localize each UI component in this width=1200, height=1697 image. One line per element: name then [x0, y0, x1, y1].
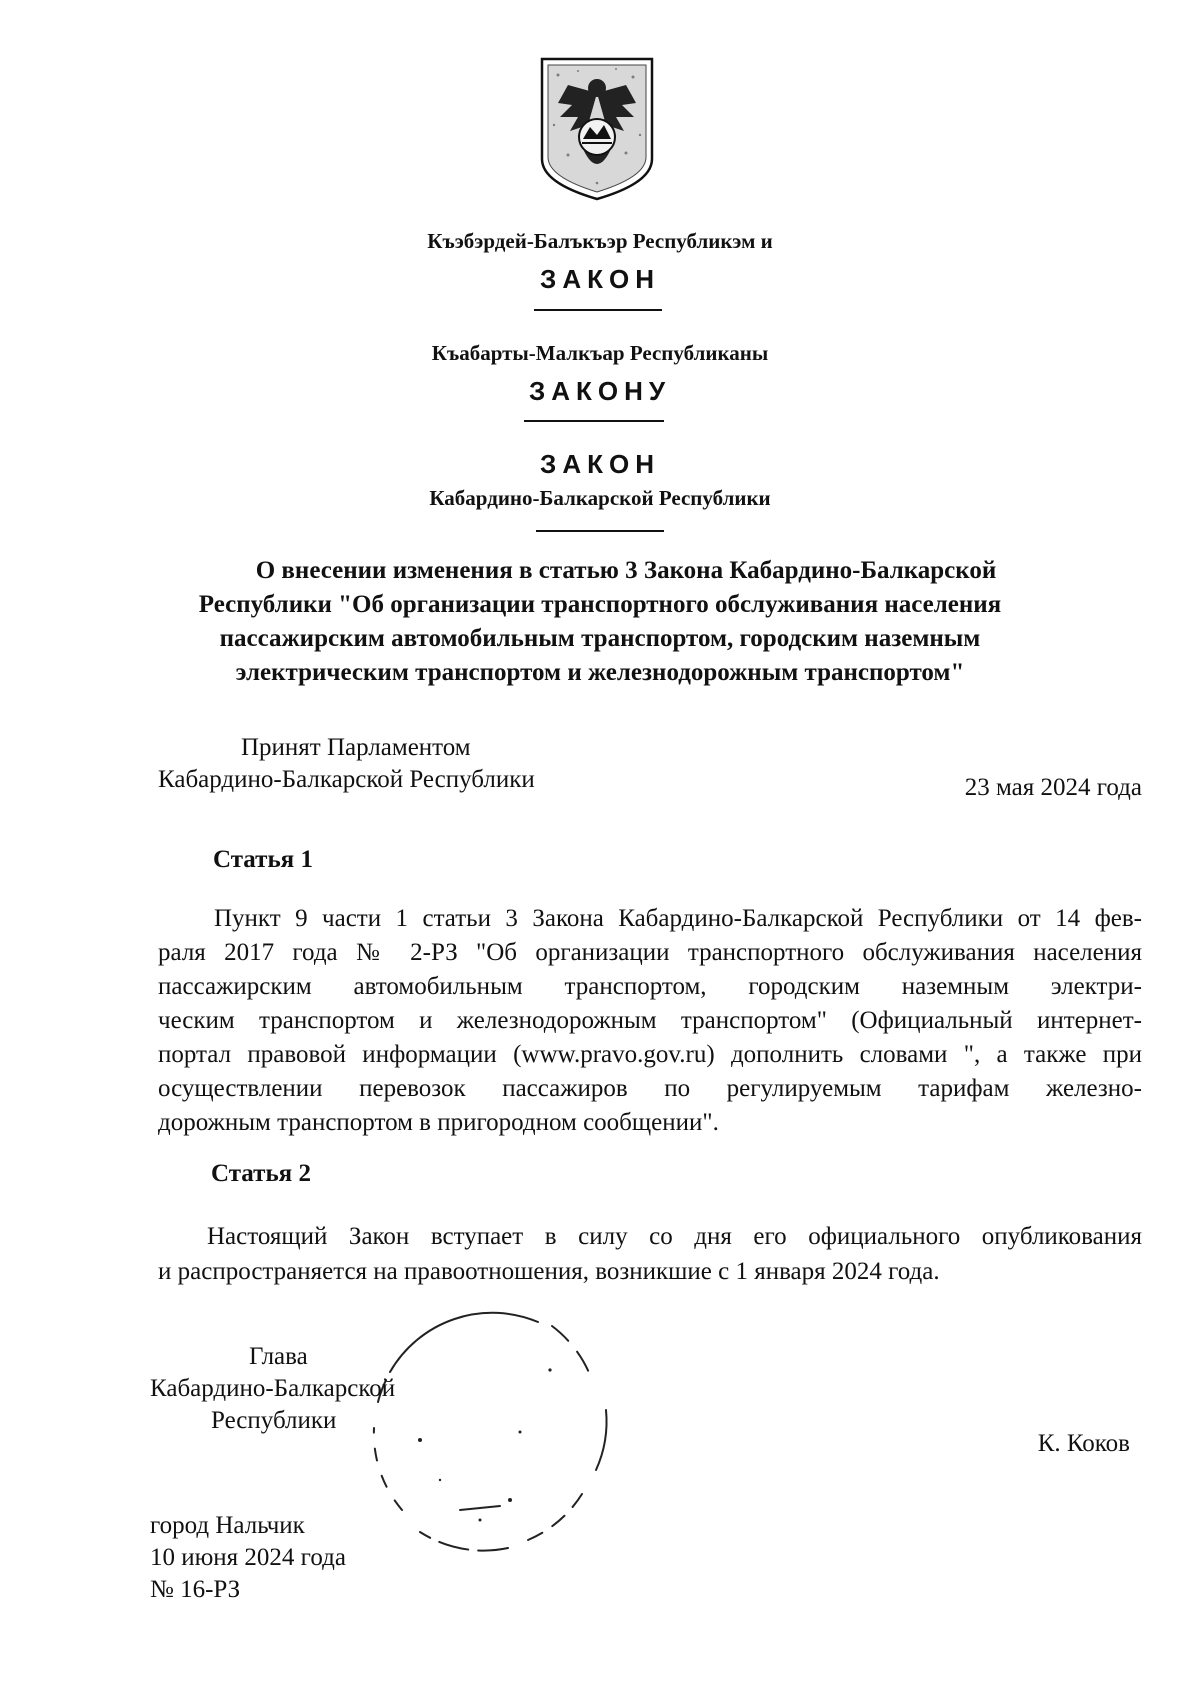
article-1-line: раля 2017 года № 2-РЗ "Об организации транспортного обслуживания населения	[158, 939, 1142, 966]
law-title-line: электрическим транспортом и железнодорожным транспортом"	[235, 659, 965, 686]
stamp-icon	[360, 1310, 630, 1570]
header-kabardian-republic: Къэбэрдей-Балъкъэр Республикэм и	[427, 229, 773, 253]
header-russian-republic: Кабардино-Балкарской Республики	[429, 486, 771, 510]
signature-title-line-1: Глава	[249, 1343, 308, 1370]
adoption-line-2: Кабардино-Балкарской Республики	[158, 766, 535, 793]
article-1-text	[158, 902, 1142, 1140]
footer-city: город Нальчик	[150, 1512, 305, 1539]
header-divider-1	[534, 309, 662, 311]
coat-of-arms-icon	[538, 55, 656, 203]
law-title-line: пассажирским автомобильным транспортом, городским наземным	[219, 625, 981, 652]
header-balkar-law: ЗАКОНУ	[528, 376, 672, 406]
adoption-line-1: Принят Парламентом	[241, 734, 471, 761]
header-russian-law: ЗАКОН	[540, 449, 660, 479]
article-2-text	[158, 1219, 1142, 1289]
article-2-line: и распространяется на правоотношения, возникшие с 1 января 2024 года.	[158, 1258, 940, 1285]
header-kabardian-law: ЗАКОН	[540, 264, 660, 294]
law-title-line: Республики "Об организации транспортного обслуживания населения	[198, 591, 1002, 618]
header-balkar-republic: Къабарты-Малкъар Республиканы	[431, 341, 769, 365]
header-divider-2	[524, 420, 664, 422]
footer-number: № 16-РЗ	[150, 1576, 241, 1603]
signatory-name: К. Коков	[1037, 1430, 1130, 1457]
law-title	[160, 554, 1040, 690]
footer-date: 10 июня 2024 года	[150, 1544, 346, 1571]
adoption-date: 23 мая 2024 года	[964, 774, 1142, 801]
law-title-line: О внесении изменения в статью 3 Закона Кабардино-Балкарской	[255, 557, 997, 584]
header-divider-3	[536, 530, 664, 532]
article-1-line: ческим транспортом и железнодорожным транспортом" (Официальный интернет-	[158, 1007, 1142, 1034]
article-2-line: Настоящий Закон вступает в силу со дня его официального опубликования	[207, 1223, 1142, 1250]
article-1-line: осуществлении перевозок пассажиров по регулируемым тарифам железно-	[158, 1075, 1142, 1102]
signature-title-line-2: Кабардино-Балкарской	[150, 1375, 396, 1402]
article-1-line: портал правовой информации (www.pravo.gov.ru) дополнить словами ", а также при	[158, 1041, 1142, 1068]
article-1-heading: Статья 1	[213, 846, 313, 873]
article-2-heading: Статья 2	[211, 1160, 311, 1187]
article-1-line: Пункт 9 части 1 статьи 3 Закона Кабардино-Балкарской Республики от 14 фев-	[214, 905, 1142, 932]
signature-title-line-3: Республики	[211, 1407, 337, 1434]
article-1-line: пассажирским автомобильным транспортом, городским наземным электри-	[158, 973, 1142, 1000]
article-1-line: дорожным транспортом в пригородном сообщении".	[158, 1109, 719, 1136]
